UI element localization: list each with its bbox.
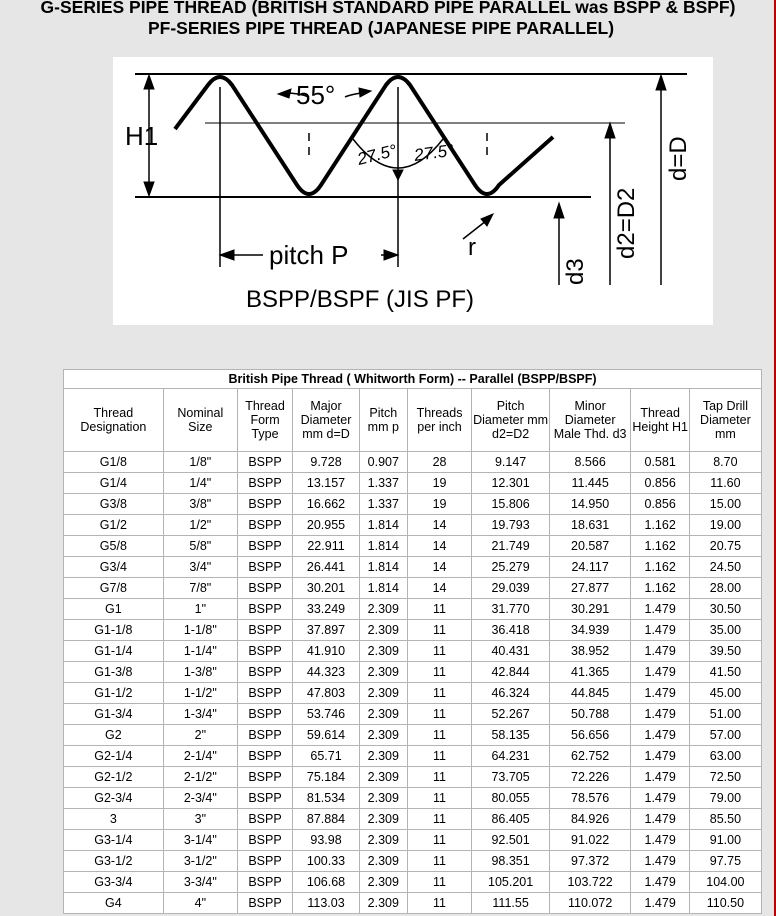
table-cell: 22.911 [293, 536, 360, 557]
table-cell: 2-3/4" [163, 788, 237, 809]
title-line-2: PF-SERIES PIPE THREAD (JAPANESE PIPE PARALLEL) [147, 18, 615, 38]
table-row [64, 788, 762, 809]
thread-profile-diagram [113, 57, 713, 325]
table-cell: 1.479 [631, 599, 689, 620]
table-cell: 1.337 [359, 494, 407, 515]
table-cell: 11 [407, 599, 472, 620]
table-cell: BSPP [237, 662, 292, 683]
table-cell: 85.50 [689, 809, 761, 830]
table-cell: 2.309 [359, 599, 407, 620]
table-row [64, 494, 762, 515]
table-row [64, 830, 762, 851]
table-cell: 57.00 [689, 725, 761, 746]
table-cell: 53.746 [293, 704, 360, 725]
diagram-caption: BSPP/BSPF (JIS PF) [246, 286, 475, 313]
table-cell: 7/8" [163, 578, 237, 599]
table-row [64, 725, 762, 746]
table-cell: 2.309 [359, 662, 407, 683]
table-cell: 79.00 [689, 788, 761, 809]
table-row [64, 809, 762, 830]
table-cell: 38.952 [549, 641, 631, 662]
table-cell: BSPP [237, 578, 292, 599]
table-row [64, 683, 762, 704]
table-cell: 33.249 [293, 599, 360, 620]
table-cell: G2-1/2 [64, 767, 164, 788]
table-cell: 11 [407, 746, 472, 767]
table-cell: 41.365 [549, 662, 631, 683]
table-cell: 110.072 [549, 893, 631, 914]
column-header: Threads per inch [407, 389, 472, 452]
table-cell: 1.814 [359, 557, 407, 578]
page-title [0, 0, 776, 39]
table-cell: 40.431 [472, 641, 549, 662]
table-cell: 19.793 [472, 515, 549, 536]
d-label: d=D [665, 136, 692, 181]
table-cell: 2.309 [359, 683, 407, 704]
table-cell: 52.267 [472, 704, 549, 725]
table-cell: 50.788 [549, 704, 631, 725]
table-cell: 11 [407, 788, 472, 809]
table-cell: 91.022 [549, 830, 631, 851]
table-cell: BSPP [237, 515, 292, 536]
table-cell: 2.309 [359, 725, 407, 746]
table-cell: 100.33 [293, 851, 360, 872]
table-cell: 91.00 [689, 830, 761, 851]
table-cell: G1-1/4 [64, 641, 164, 662]
table-cell: 11 [407, 620, 472, 641]
table-cell: 15.806 [472, 494, 549, 515]
table-cell: 37.897 [293, 620, 360, 641]
table-cell: 8.70 [689, 452, 761, 473]
table-cell: 105.201 [472, 872, 549, 893]
table-cell: 2.309 [359, 851, 407, 872]
table-cell: 73.705 [472, 767, 549, 788]
table-cell: 20.955 [293, 515, 360, 536]
table-cell: 97.372 [549, 851, 631, 872]
table-cell: 3-1/2" [163, 851, 237, 872]
table-row [64, 662, 762, 683]
table-cell: 1.479 [631, 809, 689, 830]
table-cell: 9.728 [293, 452, 360, 473]
table-cell: 42.844 [472, 662, 549, 683]
column-header: Pitch Diameter mm d2=D2 [472, 389, 549, 452]
table-cell: 1.479 [631, 830, 689, 851]
table-cell: 1" [163, 599, 237, 620]
table-row [64, 893, 762, 914]
table-row [64, 746, 762, 767]
table-cell: BSPP [237, 851, 292, 872]
table-cell: G7/8 [64, 578, 164, 599]
table-cell: 84.926 [549, 809, 631, 830]
table-cell: 24.50 [689, 557, 761, 578]
table-cell: 58.135 [472, 725, 549, 746]
table-cell: BSPP [237, 725, 292, 746]
table-cell: G3-3/4 [64, 872, 164, 893]
table-cell: 31.770 [472, 599, 549, 620]
table-cell: 19 [407, 473, 472, 494]
table-cell: 56.656 [549, 725, 631, 746]
table-cell: 2.309 [359, 830, 407, 851]
table-cell: 28 [407, 452, 472, 473]
table-cell: 72.50 [689, 767, 761, 788]
table-cell: 8.566 [549, 452, 631, 473]
table-cell: 45.00 [689, 683, 761, 704]
table-cell: G1-3/4 [64, 704, 164, 725]
table-cell: 1.479 [631, 662, 689, 683]
table-cell: 51.00 [689, 704, 761, 725]
table-cell: 92.501 [472, 830, 549, 851]
table-cell: 80.055 [472, 788, 549, 809]
table-cell: 110.50 [689, 893, 761, 914]
table-cell: 12.301 [472, 473, 549, 494]
table-cell: 28.00 [689, 578, 761, 599]
table-cell: 103.722 [549, 872, 631, 893]
table-cell: 30.50 [689, 599, 761, 620]
table-cell: 1.479 [631, 893, 689, 914]
table-cell: 1.162 [631, 536, 689, 557]
table-cell: 14 [407, 515, 472, 536]
table-cell: 16.662 [293, 494, 360, 515]
table-cell: 1-3/8" [163, 662, 237, 683]
table-cell: 1-3/4" [163, 704, 237, 725]
table-cell: 2.309 [359, 620, 407, 641]
table-cell: BSPP [237, 473, 292, 494]
table-cell: 1.479 [631, 620, 689, 641]
column-header: Thread Form Type [237, 389, 292, 452]
table-cell: 2-1/4" [163, 746, 237, 767]
table-cell: 39.50 [689, 641, 761, 662]
table-cell: 5/8" [163, 536, 237, 557]
table-cell: 11 [407, 641, 472, 662]
table-cell: 59.614 [293, 725, 360, 746]
table-cell: 14 [407, 536, 472, 557]
table-cell: BSPP [237, 767, 292, 788]
table-cell: 44.845 [549, 683, 631, 704]
table-cell: 87.884 [293, 809, 360, 830]
table-cell: 0.907 [359, 452, 407, 473]
table-cell: 1.162 [631, 578, 689, 599]
table-cell: 62.752 [549, 746, 631, 767]
table-cell: 41.50 [689, 662, 761, 683]
table-cell: 14.950 [549, 494, 631, 515]
table-cell: 26.441 [293, 557, 360, 578]
table-cell: 9.147 [472, 452, 549, 473]
table-cell: 13.157 [293, 473, 360, 494]
half-angle-left-label: 27.5° [355, 140, 399, 169]
table-cell: G1-1/2 [64, 683, 164, 704]
table-cell: 11 [407, 830, 472, 851]
table-cell: BSPP [237, 872, 292, 893]
table-cell: 11 [407, 767, 472, 788]
table-cell: 11 [407, 683, 472, 704]
table-cell: 27.877 [549, 578, 631, 599]
table-cell: 11 [407, 872, 472, 893]
table-row [64, 536, 762, 557]
table-cell: G1 [64, 599, 164, 620]
table-cell: 2.309 [359, 893, 407, 914]
table-body [64, 452, 762, 914]
pitch-label: pitch P [269, 240, 349, 270]
bspp-thread-table [63, 369, 762, 914]
table-cell: 3-3/4" [163, 872, 237, 893]
table-cell: G2 [64, 725, 164, 746]
table-header-row [64, 389, 762, 452]
table-cell: BSPP [237, 557, 292, 578]
table-cell: G1/4 [64, 473, 164, 494]
table-cell: 14 [407, 557, 472, 578]
table-cell: 11.445 [549, 473, 631, 494]
thread-profile-svg [113, 57, 713, 325]
table-row [64, 767, 762, 788]
table-cell: 4" [163, 893, 237, 914]
table-cell: 21.749 [472, 536, 549, 557]
table-cell: 1.479 [631, 788, 689, 809]
table-cell: G3/4 [64, 557, 164, 578]
table-caption: British Pipe Thread ( Whitworth Form) -- Parallel (BSPP/BSPF) [64, 370, 762, 389]
table-cell: 1.479 [631, 704, 689, 725]
table-cell: BSPP [237, 620, 292, 641]
table-cell: 1/4" [163, 473, 237, 494]
table-cell: G5/8 [64, 536, 164, 557]
table-cell: 11 [407, 725, 472, 746]
table-cell: 11 [407, 809, 472, 830]
table-cell: 86.405 [472, 809, 549, 830]
table-cell: BSPP [237, 452, 292, 473]
table-cell: 11 [407, 704, 472, 725]
table-cell: 24.117 [549, 557, 631, 578]
table-cell: BSPP [237, 704, 292, 725]
table-cell: 25.279 [472, 557, 549, 578]
table-row [64, 704, 762, 725]
table-cell: 98.351 [472, 851, 549, 872]
table-cell: 30.291 [549, 599, 631, 620]
table-cell: G3-1/4 [64, 830, 164, 851]
table-cell: 41.910 [293, 641, 360, 662]
table-cell: 1.814 [359, 536, 407, 557]
half-angle-right-label: 27.5° [412, 140, 456, 165]
table-cell: 1.479 [631, 683, 689, 704]
table-cell: 1.479 [631, 725, 689, 746]
table-cell: 1-1/4" [163, 641, 237, 662]
table-cell: 36.418 [472, 620, 549, 641]
table-cell: G2-1/4 [64, 746, 164, 767]
table-cell: 3-1/4" [163, 830, 237, 851]
table-cell: 1.479 [631, 767, 689, 788]
table-cell: 11 [407, 893, 472, 914]
table-cell: G3/8 [64, 494, 164, 515]
column-header: Nominal Size [163, 389, 237, 452]
table-cell: G4 [64, 893, 164, 914]
table-cell: 47.803 [293, 683, 360, 704]
table-cell: 93.98 [293, 830, 360, 851]
table-row [64, 473, 762, 494]
table-cell: 1.814 [359, 515, 407, 536]
table-cell: 2.309 [359, 641, 407, 662]
table-cell: 19 [407, 494, 472, 515]
table-cell: 19.00 [689, 515, 761, 536]
table-cell: 1-1/2" [163, 683, 237, 704]
table-cell: BSPP [237, 599, 292, 620]
table-row [64, 599, 762, 620]
table-cell: BSPP [237, 641, 292, 662]
table-cell: 46.324 [472, 683, 549, 704]
table-cell: 1/8" [163, 452, 237, 473]
r-label: r [468, 234, 476, 261]
table-cell: 78.576 [549, 788, 631, 809]
column-header: Tap Drill Diameter mm [689, 389, 761, 452]
column-header: Pitch mm p [359, 389, 407, 452]
table-cell: 81.534 [293, 788, 360, 809]
table-cell: 14 [407, 578, 472, 599]
table-cell: 111.55 [472, 893, 549, 914]
table-cell: 2.309 [359, 872, 407, 893]
table-cell: 1.814 [359, 578, 407, 599]
table-cell: 1.479 [631, 641, 689, 662]
table-cell: 15.00 [689, 494, 761, 515]
table-row [64, 641, 762, 662]
table-cell: 1.479 [631, 851, 689, 872]
table-cell: BSPP [237, 494, 292, 515]
table-row [64, 872, 762, 893]
table-row [64, 578, 762, 599]
table-cell: 2.309 [359, 767, 407, 788]
table-cell: 0.581 [631, 452, 689, 473]
table-cell: 18.631 [549, 515, 631, 536]
table-cell: 34.939 [549, 620, 631, 641]
table-cell: G1/8 [64, 452, 164, 473]
table-cell: 1.162 [631, 515, 689, 536]
table-cell: 20.587 [549, 536, 631, 557]
d3-label: d3 [562, 258, 589, 285]
table-cell: BSPP [237, 809, 292, 830]
column-header: Minor Diameter Male Thd. d3 [549, 389, 631, 452]
table-cell: 3 [64, 809, 164, 830]
table-cell: 1.337 [359, 473, 407, 494]
table-cell: 2-1/2" [163, 767, 237, 788]
table-cell: 113.03 [293, 893, 360, 914]
table-cell: 106.68 [293, 872, 360, 893]
table-cell: BSPP [237, 788, 292, 809]
table-row [64, 851, 762, 872]
table-cell: BSPP [237, 893, 292, 914]
table-cell: 11 [407, 662, 472, 683]
h1-label: H1 [125, 121, 159, 151]
title-line-1: G-SERIES PIPE THREAD (BRITISH STANDARD PIPE PARALLEL was BSPP & BSPF) [40, 0, 736, 17]
table-cell: 2" [163, 725, 237, 746]
column-header: Thread Height H1 [631, 389, 689, 452]
table-cell: G1-1/8 [64, 620, 164, 641]
table-cell: 1.162 [631, 557, 689, 578]
table-cell: 3/8" [163, 494, 237, 515]
angle-55-label: 55° [296, 80, 336, 110]
table-row [64, 557, 762, 578]
table-cell: 1.479 [631, 746, 689, 767]
table-cell: G1-3/8 [64, 662, 164, 683]
table-cell: 3" [163, 809, 237, 830]
column-header: Thread Designation [64, 389, 164, 452]
table-cell: 2.309 [359, 746, 407, 767]
table-cell: 75.184 [293, 767, 360, 788]
table-cell: 35.00 [689, 620, 761, 641]
table-cell: 3/4" [163, 557, 237, 578]
table-cell: 20.75 [689, 536, 761, 557]
table-cell: 1/2" [163, 515, 237, 536]
table-cell: 11 [407, 851, 472, 872]
table-cell: 29.039 [472, 578, 549, 599]
table-cell: 30.201 [293, 578, 360, 599]
table-cell: 97.75 [689, 851, 761, 872]
table-cell: 11.60 [689, 473, 761, 494]
table-cell: BSPP [237, 536, 292, 557]
table-cell: BSPP [237, 746, 292, 767]
table-cell: 2.309 [359, 809, 407, 830]
table-row [64, 620, 762, 641]
d2-label: d2=D2 [613, 187, 640, 259]
table-cell: 1-1/8" [163, 620, 237, 641]
table-cell: 1.479 [631, 872, 689, 893]
table-cell: G3-1/2 [64, 851, 164, 872]
table-cell: 72.226 [549, 767, 631, 788]
table-cell: 44.323 [293, 662, 360, 683]
table-cell: 0.856 [631, 494, 689, 515]
table-cell: G1/2 [64, 515, 164, 536]
table-cell: BSPP [237, 830, 292, 851]
table-cell: 2.309 [359, 704, 407, 725]
table-cell: 64.231 [472, 746, 549, 767]
column-header: Major Diameter mm d=D [293, 389, 360, 452]
table-cell: BSPP [237, 683, 292, 704]
table-cell: 65.71 [293, 746, 360, 767]
table-cell: G2-3/4 [64, 788, 164, 809]
table-cell: 0.856 [631, 473, 689, 494]
table-row [64, 452, 762, 473]
table-cell: 104.00 [689, 872, 761, 893]
table-cell: 2.309 [359, 788, 407, 809]
table-cell: 63.00 [689, 746, 761, 767]
table-row [64, 515, 762, 536]
